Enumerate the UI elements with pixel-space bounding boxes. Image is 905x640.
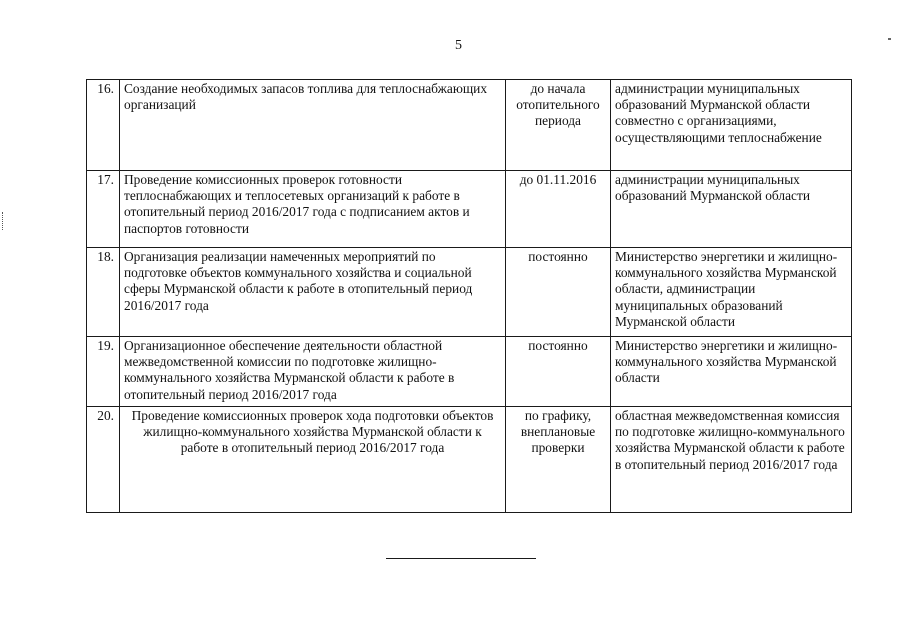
measures-table bbox=[86, 79, 852, 513]
row-number: 17. bbox=[87, 171, 120, 248]
table-row bbox=[87, 407, 852, 513]
row-action: Организационное обеспечение деятельности областной межведомственной комиссии по подготовке жилищно-коммунального хозяйства Мурманской области к работе в отопительный период 2016/2017 года bbox=[120, 337, 506, 407]
row-number: 19. bbox=[87, 337, 120, 407]
row-responsible: администрации муниципальных образований Мурманской области bbox=[611, 171, 852, 248]
row-term: до начала отопительного периода bbox=[506, 80, 611, 171]
row-term: до 01.11.2016 bbox=[506, 171, 611, 248]
row-responsible: администрации муниципальных образований Мурманской области совместно с организациями, осуществляющими теплоснабжение bbox=[611, 80, 852, 171]
row-number: 18. bbox=[87, 248, 120, 337]
table-row bbox=[87, 80, 852, 171]
row-action: Проведение комиссионных проверок готовности теплоснабжающих и теплосетевых организаций к работе в отопительный период 2016/2017 года с подписанием актов и паспортов готовности bbox=[120, 171, 506, 248]
row-term: постоянно bbox=[506, 248, 611, 337]
row-responsible: областная межведомственная комиссия по подготовке жилищно-коммунального хозяйства Мурманской области к работе в отопительный период 2016/2017 года bbox=[611, 407, 852, 513]
row-term: постоянно bbox=[506, 337, 611, 407]
row-action: Организация реализации намеченных мероприятий по подготовке объектов коммунального хозяйства и социальной сферы Мурманской области к работе в отопительный период 2016/2017 года bbox=[120, 248, 506, 337]
table-row bbox=[87, 248, 852, 337]
table-row bbox=[87, 337, 852, 407]
row-action: Проведение комиссионных проверок хода подготовки объектов жилищно-коммунального хозяйства Мурманской области к работе в отопительный период 2016/2017 года bbox=[120, 407, 506, 513]
scan-corner-mark bbox=[888, 38, 891, 40]
footer-divider bbox=[386, 558, 536, 559]
row-responsible: Министерство энергетики и жилищно-коммунального хозяйства Мурманской области bbox=[611, 337, 852, 407]
row-responsible: Министерство энергетики и жилищно-коммунального хозяйства Мурманской области, администрации муниципальных образований Мурманской области bbox=[611, 248, 852, 337]
scan-edge-mark bbox=[2, 212, 5, 230]
row-number: 16. bbox=[87, 80, 120, 171]
row-term: по графику, внеплановые проверки bbox=[506, 407, 611, 513]
page-number: 5 bbox=[455, 38, 462, 53]
row-number: 20. bbox=[87, 407, 120, 513]
table-row bbox=[87, 171, 852, 248]
row-action: Создание необходимых запасов топлива для теплоснабжающих организаций bbox=[120, 80, 506, 171]
